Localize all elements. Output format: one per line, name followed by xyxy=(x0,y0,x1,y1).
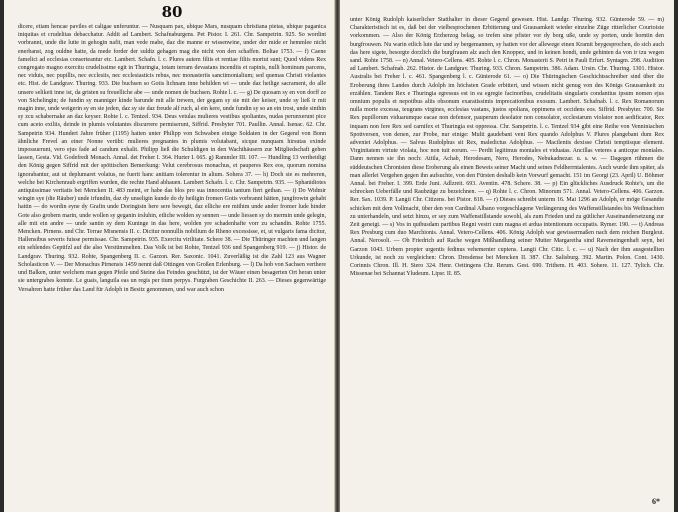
right-footnote-text xyxy=(350,16,664,279)
left-text-block: dicere, etiam hencae paviles et caligae unferuntur. — Nusquam pax, ubique Mars, nusquam christiana pietas, ubique paganica iniquitas et crudelitas debacchatur. Addit ad Lambert. Schafnaburgens. Pet Pistor. I. 261. Chr. Sampetrin. 925. So wordint vorbrannt, unde die lutte in gehogin nafit, man vede mabe, daz die manne er wissenwine, under der mide er hemmlee nicht enerbanst, zog ouldne hatte, da mede forder der suldtz gehagen mag die nicht von den schaffen. Boltae 1753. — f) Caene famelici ad ecclesias conserteantur etc. Lambert. Schafn. l. c. Plures autem filiis et rentiae filiis mortui sunt; Quod videns Rex congregato magno exercitu crudelissime egit in Thuringia, totam terram devastans incendiis et rapinis, nulli hominum parcens, nec viduis, nec pupillis, nec ecclesiis, nec ecclesiasticis rebus, nec monasteriis sanctimonialium; sed quemas Christi violantes etc. Hist. de Landgrav. Thuring. 933. Die buchsen so Gotis lichnam inne behilden wi — unde daz heilige sacrament, do alle unsere selikeit inne ist, da gristen su freuelliche abe — unde nomen de buchsen. Rohte l. c. — g) De quosam sy en von dorff ze von Sichelingin; de fundin sy manniger kinde barunde mit alle trewen, der gegam sy sie mit der keiser, unde sy ließ ir mit magin inne, unde weigerin sy en sie jeden, daz sy sie daz freude alf ruch, al ein kere, unde fundin sy so an ein trost, unde sinthin sy zcu schabernake an daz keyser. Rohte l. c. Tentzel. 934. Deus vetulas mulieres vestibus spoliantes, nudas perunxerunt pice cum aceto exiliis, deinde in plumis volutantes discurrere permiserunt, Siffrid. Presbyter 701. Paullin. Annal. Isenac. 62. Chr. Sampetrin 934. Hundert Jahre früher (1195) hatten unter Philipp von Schwaben einige Soldaten in der Gegend von Bonn ähnliche Frevel an einer Nonne verübt: mulieres pregnantes in plumis volutabant, sicque nunquam hirsutas exinde impossuerunt, vero ejus fade ad candum exhalit. Philipp ließ die Schuldigen in den Wachthäusern zur Mitgliedschaft gehen lassen, Gesta. Vid. Godefredi Monach. Annal. det Freher I. 364. Hurter I. 665. g) Rammler III. 107. — Hundling 13 vertheidigt den König gegen Siffrid mit der spöttischen Bemerkung: Velut cerebrosus monachus, et pauperes Rex eos, quorum nomina ignorabantur, aut ut deplumaret volatus, ne fuerit hanc anitiam tolerentur in alium. Sohera 37. — h) Doch sie es mehreren, welche bei Kirchenraub ergriffen wurden, die rechte Hand abhauen. Lambert Schafn. l. c. Chr. Sampetrin. 935. — Sphanidiotes antiquissimae veritatis bei Mencken II. 483 meint, er habe das blos pro sua innocentia tantum fieri gethan. — i) Do Widmir wingin sye (die Räuber) unde irfundin, daz dy unseligin kunde do dy heiligin fromen Gotis vorbrannt hätten, jungfrowin gehabt hattin — do wordin eyne dy Grafin unde Doringisin here sere bewegit, daz elliche ere mithim unde ander fromer lude hinder Gote also grobem marin, unde wollen sy geganin irsluhin, etliche wolden sy sennen — unde liessen sy do mermin unde gelegin, alle mit ein andre — unde santin sy dem Kuninge in das here, wolden yre schadenhafte vorr zu schandin. Rohte 1755. Mencken. Pirnens. und Chr. Terrae Misnensis II. c. Dicitur nonnullis nobilium de Rheno excessisse, et, ut vulgaris fama dicitur, Hallensibus severis fuisse permissae. Chr. Sampetrin. 935. Exercitu virilitate. Schere 38. — Die Thüringer machten und langen ein sehlendes Gepttfzl auf die also Verstümmelten. Das Volk ist bei Rohte, Tentzel 936 und Spangenberg 919. — j) Histor. de Landgrav. Thuring. 932. Rohte, Spangenberg II. c. Garzon. Rer. Saxonic. 1041. Zuverläßig ist die Zahl 123 aus Wagner Scholasticon V. — Der Monachus Pirnensis 1459 nennt daß Ottingen von Großen Erlenburg. — l) Da hob von Sachsen verthere und Balken, unter welchem man gegen Pfeile und Steine das Feindes geschützt, ist der Wäuer einen besagerten Ort heran unter sie untergrabes konnte. Le guais, languila eas un regis per tium perpys. Furgraben Geschichte II. 263. — Dieses gegenwärtige Versahren hatte früher das Land für Adolph in Besitz genommen, und war auch schon xyxy=(18,24,326,293)
left-page xyxy=(4,0,335,512)
left-footnote-text xyxy=(18,23,326,294)
page-number: 80 xyxy=(161,3,183,21)
signature-mark: 6* xyxy=(652,497,660,506)
right-text-block: unter König Rudolph kaiserlicher Statthalter in dieser Gegend gewesen. Hist. Landgr. Thuring. 932. Günterode 59. — m) Charakteristisch ist es, daß bei der vielbesprochenen Erbitterung und Grausamkeit wieder einzelne Züge ritterlicher Courtoisie vorkommen. — Also der König Erzherzog belag, so trefen sine pfister vor dy borg uße, unde sy porten, unde horntin den burgfrouwen. Nu warin etlich lute dar und sy bergemannen, sy hatten vor der allewege einen Kramit beygesprochen, do sich auch das here sigete, besorgte dorzlich die burgfrauen alz auch den Knoppez, und in keinen hondt, unde gehinten da von ir tzu wegen sand. Rohte 1758. — n) Annal. Vetero-Cellens. 405. Rohte l. c. Chron. Monasterii S. Petri in Pauli Erfurt. Syntagm. 298. Audition ad Lambert. Schafnab. 262. Histor. de Landgrav. Thuring. 933. Chron. Sampetrin. 386. Adam. Ursin. Chr. Thuring. 1301. Histor. Australis bei Freher l. c. 461. Spangenberg l. c. Günterode 61. — o) Die Thüringischen Geschichtsschreiber sind über die Eroberung ihres Landes durch Adolph im höchsten Grade erbittert, und wissen nicht genug von des Königs Grausamkeit zu erzählen. Tandem Rex e Thuringia egressus est in ea egregie facinoribus, crudelitatis singularis condantius ipsum nomen ejus omnium populis et nepotibus aliis obsonum exaratissimis imprecationibus exosum. Lambert. Schafnab. l. c. Rex Romanorum nulla morte excessa, teugrans virgines, ecclesias vastans, justos spolians, oppimens et occidens eos. Siffrid. Presbyter. 700. Sie Rex pupillorum viduarumque eacae non defensor, pauperum desolator non consolator, ecclesiarum violator non aedificator, Rex inquam non fere Rex sed carnifex et Thuringia est oppressa. Chr. Sampetrin. l. c. Tentzel 934 gibt eine Reihe von Venniniachen Spottversen, von denen, zur Probe, nur einige: Multi gaudebant veni Rex quando Adolphus V. Plures plangebant dum Rex adveniet Adolphus. — Salvus Rudolphus sit Rex, maledictus Adolphus. — Macilentis dexisse Christi temptisque element. Virginitatem virtute violata, hoc non tuit eorum. — Perdit legitimus moniales et viduatas. Ancillas veteres a anticque moniales. Dann nennen sie ihn noch: Attila, Achab, Herodesam, Nero, Herodes, Nebukadnezar. u. s. w. — Dagegen rühmen die süddeutschen Chronisten diese Eroberung als einen Beweis seiner Macht und seines Feldherrntalentes. Auch wurde ihm später, als man allerlei Vergehen gegen ihn aufsuchte, von den Fürsten deshalb kein Vorwurf gemacht. 151 im Georgi (23. April) U. Böhmer Annal. bei Freher. I. 399. Erde Juni. Adlzreit. 693. Aventin. 478. Schere. 38. — p) Ein glückliches Ausdruck Rohte's, um die schrecken Ueberfälle und Raubzüge zu bezeichnen. — q) Rohte l. c. Chron. Minorum 571. Annal. Vetero-Cellens. 406. Garzon. Rer. Sax. 1039. P. Langii Chr. Citizens. bei Pistor. 818. — r) Dieses schreibt unterm 16. Mai 1296 an Adolph, er möge Gesandte schicken mit dem Vollmacht, über den von Cardinal Albano vorgeschlagene Verlängerung des Waffenstillstandes bis Weihnachten zu unterhandeln, und setzt hinzu, er sey zum Waffenstillstande sowohl, als zum Frieden und zu gütlicher Auseinandersetzung zur Zeit geneigt. — s) Vos in quibusdam partibus Regni vestri cum magna et ardua intentionum occupatis. Rymer. 190. — t) Andreas Rex Presburg cum duo Marchionis. Annal. Vetero-Cellens. 406. König Adolph war gewissermaßen nach dem reichen Burgleut. Annal. Nerosoli. — Ob Friedrich auf Rache wegen Mißhandlung seiner Mutter Margaretha sind Ravemeingenhaft seyn, bei Garzon 1043. Urbem propter urgentis fedinus vehementer cupiens. Langii Chr. Citic. l. c. — u) Nach der ihm ausgestellten Urkunde, ist noch zu vergleichen: Chron. Dresdense bei Mencken II. 387. Chr. Salisburg. 392. Martin. Polon. Cont. 1430. Corinnis Chron. Ill. H. Stero 324. Henr. Oettingens Chr. Rerum. Gest. 690. Trithem. H. 403. Sohere. 11. 127. Tylich. Chr. Missenae bei Schannat Yludeum. Lipsr. II. 85. xyxy=(350,17,664,278)
right-page xyxy=(340,0,674,512)
